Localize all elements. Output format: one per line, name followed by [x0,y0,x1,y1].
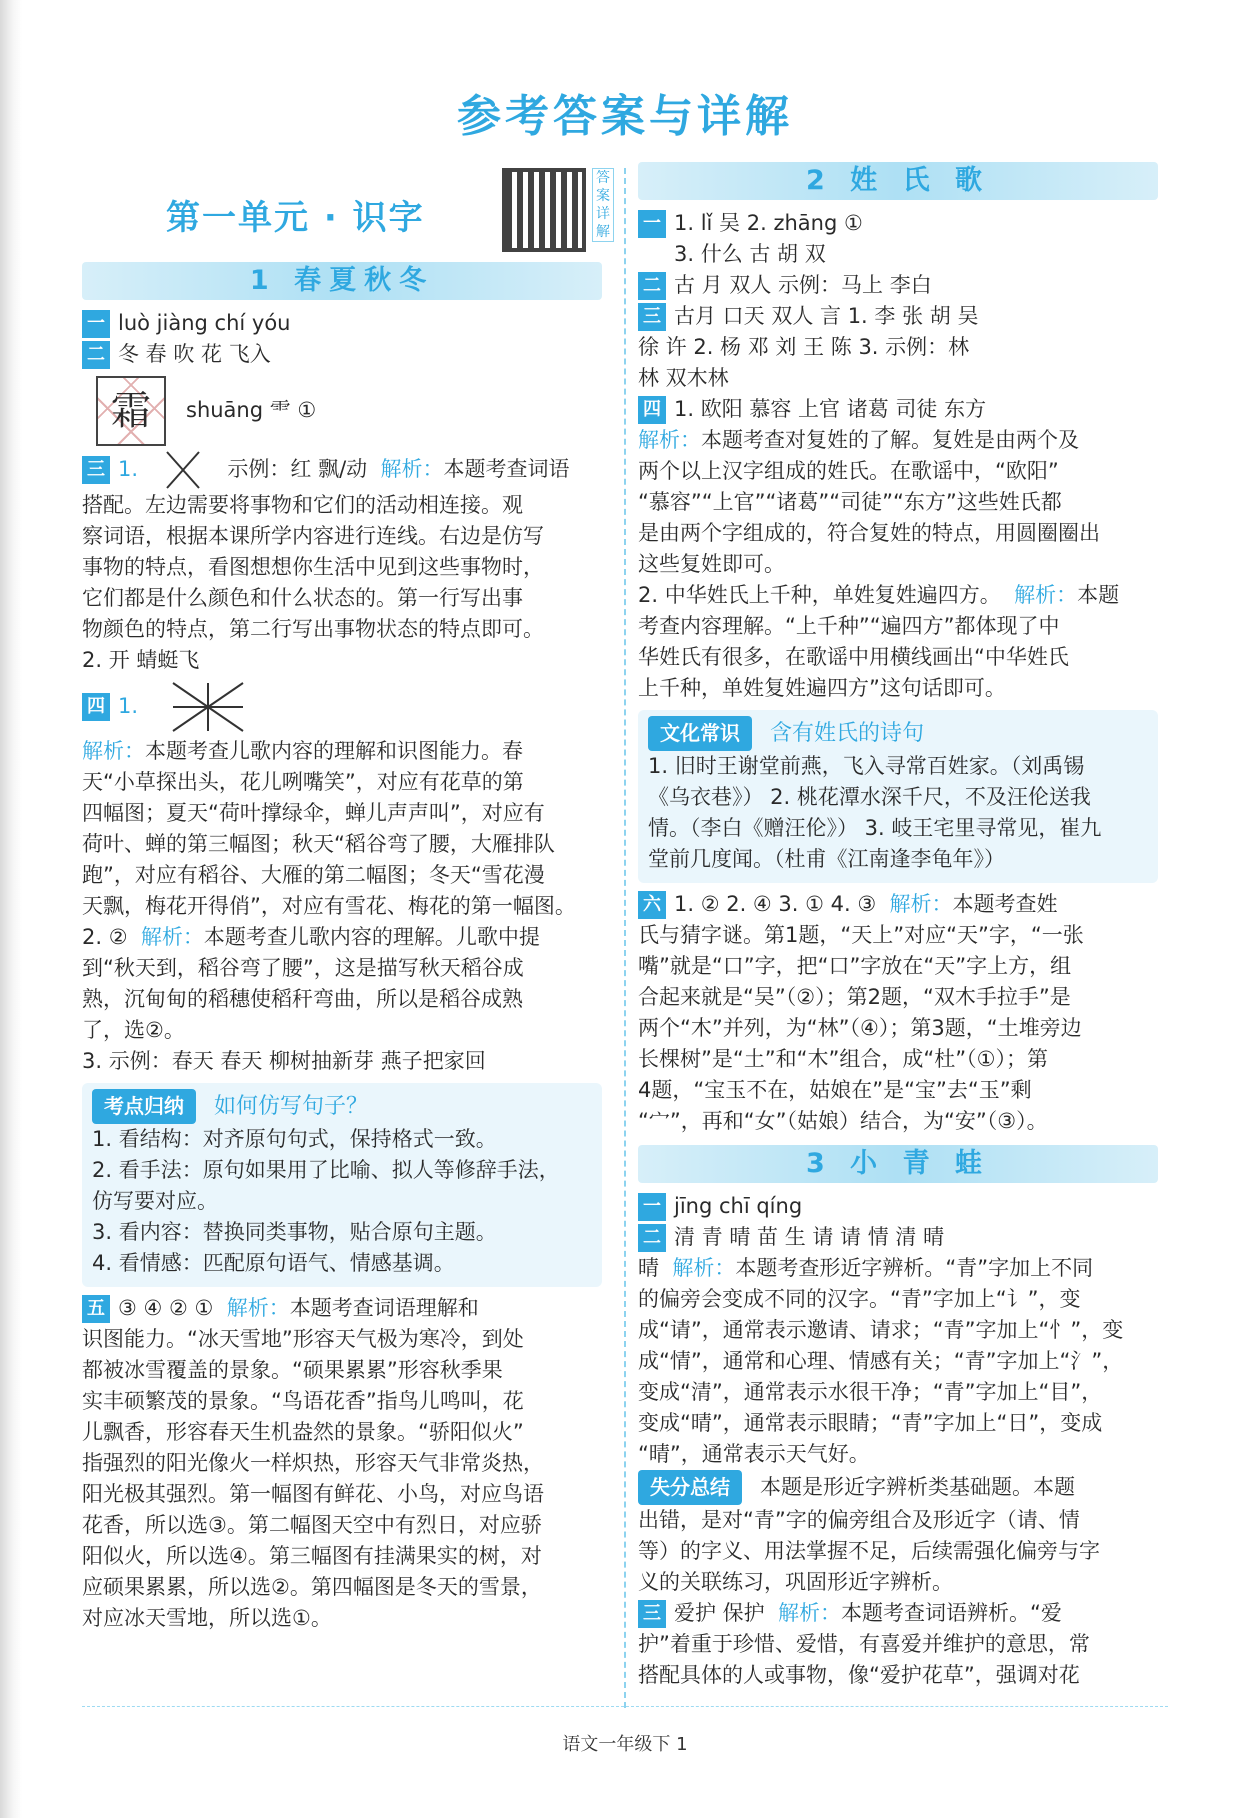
g-answer: 爱护 保护 [674,1601,765,1625]
s5-w9: 阳似火，所以选④。第三幅图有挂满果实的树，对 [82,1544,542,1568]
r1: 1. lǐ 吴 2. zhāng ① [674,211,863,235]
r12: 这些复姓即可。 [638,552,785,576]
e9: “晴”，通常表示天气好。 [638,1442,870,1466]
key-points-box [82,1083,602,1287]
s5-w1: 本题考查词语理解和 [289,1296,479,1320]
g1: 本题考查词语辨析。“爱 [841,1601,1062,1625]
e2: 清 青 晴 苗 生 请 请 情 清 晴 [674,1225,945,1249]
r13b: 本题 [1077,583,1120,607]
f4: 义的关联练习，巩固形近字辨析。 [638,1570,953,1594]
r3-badge-two: 二 [638,1224,666,1252]
key-points-subtitle: 如何仿写句子？ [214,1094,369,1119]
section-badge-two: 二 [82,341,110,369]
r-badge-two: 二 [638,272,666,300]
r-badge-one: 一 [638,210,666,238]
connect-lines-icon [163,679,253,735]
s4-a6: 天飘，梅花开得俏”，对应有雪花、梅花的第一幅图。 [82,894,576,918]
e3-tag: 解析： [672,1256,736,1280]
d7: 4题，“宝玉不在，姑娘在”是“宝”去“玉”剩 [638,1078,1032,1102]
page-footer: 语文一年级下 1 [562,1734,688,1755]
lesson-3-title: 3 小 青 蛙 [638,1145,1158,1183]
r2: 3. 什么 古 胡 双 [674,242,826,266]
lesson-2-title: 2 姓 氏 歌 [638,162,1158,200]
qr-code-icon[interactable] [502,168,586,252]
d-answer: 1. ② 2. ④ 3. ① 4. ③ [674,892,877,916]
s4-b-tag: 解析： [140,925,204,949]
s4-b1: 本题考查儿歌内容的理解。儿歌中提 [203,925,540,949]
s4-num: 1. [118,694,139,718]
e7: 变成“清”，通常表示水很干净；“青”字加上“目”， [638,1380,1103,1404]
r8: 本题考查对复姓的了解。复姓是由两个及 [701,428,1079,452]
shuang-answer: shuāng ⻗ ① [186,398,317,422]
r6: 林 双木林 [638,366,729,390]
s3-p2: 察词语，根据本课所学内容进行连线。右边是仿写 [82,524,544,548]
s5-w5: 儿飘香，形容春天生机盎然的景象。“骄阳似火” [82,1420,524,1444]
r11: 是由两个字组成的，符合复姓的特点，用圆圈圈出 [638,521,1100,545]
s5-w4: 实丰硕繁茂的景象。“鸟语花香”指鸟儿鸣叫，花 [82,1389,524,1413]
r5: 徐 许 2. 杨 邓 刘 王 陈 3. 示例：林 [638,335,970,359]
r8-tag: 解析： [638,428,701,452]
s4-a3: 四幅图；夏天“荷叶撑绿伞，蝉儿声声叫”，对应有 [82,801,545,825]
s4-b3: 熟，沉甸甸的稻穗使稻秆弯曲，所以是稻谷成熟 [82,987,523,1011]
page-fold-shadow [0,0,22,1818]
l2-answer: 冬 春 吹 花 飞入 [118,342,271,366]
key-point-1: 1. 看结构：对齐原句句式，保持格式一致。 [92,1127,497,1151]
g2: 护”着重于珍惜、爱惜，有喜爱并维护的意思，常 [638,1632,1090,1656]
tianzige-character: 霜 [96,376,166,446]
key-points-tag: 考点归纳 [92,1089,196,1124]
s3-num: 1. [118,457,139,481]
r7: 1. 欧阳 慕容 上官 诸葛 司徒 东方 [674,397,987,421]
r10: “慕容”“上官”“诸葛”“司徒”“东方”这些姓氏都 [638,490,1062,514]
g3: 搭配具体的人或事物，像“爱护花草”，强调对花 [638,1663,1080,1687]
d5: 两个“木”并列，为“林”（④）；第3题，“土堆旁边 [638,1016,1082,1040]
section-badge-three: 三 [82,456,110,484]
s4-b-num: 2. ② [82,925,128,949]
s5-w2: 识图能力。“冰天雪地”形容天气极为寒冷，到处 [82,1327,524,1351]
lesson-1-title: 1 春夏秋冬 [82,262,602,300]
s3-example: 示例：红 飘/动 [227,457,368,481]
s3-p1: 搭配。左边需要将事物和它们的活动相连接。观 [82,493,523,517]
section-badge-five: 五 [82,1295,110,1323]
d4: 合起来就是“吴”（②）；第2题，“双木手拉手”是 [638,985,1071,1009]
s3-p4: 它们都是什么颜色和什么状态的。第一行写出事 [82,586,523,610]
r-badge-six: 六 [638,891,666,919]
culture-subtitle: 含有姓氏的诗句 [770,721,925,746]
key-point-3: 3. 看内容：替换同类事物，贴合原句主题。 [92,1220,497,1244]
s4-analysis-tag: 解析： [82,739,145,763]
e8: 变成“晴”，通常表示眼睛；“青”字加上“日”，变成 [638,1411,1103,1435]
e3a: 晴 [638,1256,659,1280]
s4-a1: 本题考查儿歌内容的理解和识图能力。春 [145,739,523,763]
e3: 本题考查形近字辨析。“青”字加上不同 [735,1256,1094,1280]
s5-w3: 都被冰雪覆盖的景象。“硕果累累”形容秋季果 [82,1358,503,1382]
section-badge-four: 四 [82,693,110,721]
unit-title: 第一单元 · 识字 [166,198,425,238]
s5-tag: 解析： [226,1296,290,1320]
s4-a5: 跑”，对应有稻谷、大雁的第二幅图；冬天“雪花漫 [82,863,545,887]
e4: 的偏旁会变成不同的汉字。“青”字加上“讠”，变 [638,1287,1081,1311]
s5-w11: 对应冰天雪地，所以选①。 [82,1606,332,1630]
s4-b2: 到“秋天到，稻谷弯了腰”，这是描写秋天稻谷成 [82,956,524,980]
s5-w8: 花香，所以选③。第二幅图天空中有烈日，对应骄 [82,1513,542,1537]
d8: “宀”，再和“女”（姑娘）结合，为“安”（③）。 [638,1109,1048,1133]
s4-a2: 天“小草探出头，花儿咧嘴笑”，对应有花草的第 [82,770,524,794]
s5-w7: 阳光极其强烈。第一幅图有鲜花、小鸟，对应鸟语 [82,1482,544,1506]
d-tag: 解析： [889,892,953,916]
r14: 考查内容理解。“上千种”“遍四方”都体现了中 [638,614,1060,638]
s4-c1: 3. 示例：春天 春天 柳树抽新芽 燕子把家回 [82,1049,486,1073]
unit-header [82,162,610,254]
f3: 等）的字义、用法掌握不足，后续需强化偏旁与字 [638,1539,1100,1563]
e5: 成“请”，通常表示邀请、请求；“青”字加上“忄”，变 [638,1318,1124,1342]
s3-q2: 2. 开 蜻蜓飞 [82,648,200,672]
column-divider [624,168,626,1708]
d2: 氏与猜字谜。第1题，“天上”对应“天”字，“一张 [638,923,1084,947]
r-badge-three: 三 [638,303,666,331]
r-badge-four: 四 [638,396,666,424]
key-point-2: 2. 看手法：原句如果用了比喻、拟人等修辞手法， [92,1158,560,1182]
mistake-summary-tag: 失分总结 [638,1470,742,1505]
f1: 本题是形近字辨析类基础题。本题 [760,1475,1075,1499]
s3-p5: 物颜色的特点，第二行写出事物状态的特点即可。 [82,617,544,641]
bottom-divider [82,1706,1168,1707]
s5-answer: ③ ④ ② ① [118,1296,214,1320]
section-badge-one: 一 [82,310,110,338]
s5-w10: 应硕果累累，所以选②。第四幅图是冬天的雪景， [82,1575,542,1599]
r15: 华姓氏有很多，在歌谣中用横线画出“中华姓氏 [638,645,1069,669]
r3-badge-one: 一 [638,1193,666,1221]
r3: 古 月 双人 示例：马上 李白 [674,273,932,297]
d6: 长棵树”是“土”和“木”组合，成“杜”（①）；第 [638,1047,1048,1071]
culture-c3: 情。（李白《赠汪伦》） 3. 岐王宅里寻常见，崔九 [648,816,1102,840]
s4-b4: 了，选②。 [82,1018,185,1042]
r13: 2. 中华姓氏上千种，单姓复姓遍四方。 [638,583,1001,607]
culture-c1: 1. 旧时王谢堂前燕，飞入寻常百姓家。（刘禹锡 [648,754,1085,778]
qr-label: 答案详解 [592,168,614,242]
culture-box [638,710,1158,883]
d3: 嘴”就是“口”字，把“口”字放在“天”字上方，组 [638,954,1072,978]
r16: 上千种，单姓复姓遍四方”这句话即可。 [638,676,1006,700]
g-tag: 解析： [778,1601,842,1625]
d1: 本题考查姓 [952,892,1058,916]
culture-c4: 堂前几度闻。（杜甫《江南逢李龟年》） [648,847,1005,871]
right-column [638,162,1158,1691]
r13-tag: 解析： [1014,583,1078,607]
e1: jīng chī qíng [674,1194,803,1218]
cross-lines-icon [163,450,203,490]
s3-p3: 事物的特点，看图想想你生活中见到这些事物时， [82,555,544,579]
e6: 成“情”，通常和心理、情感有关；“青”字加上“氵”， [638,1349,1124,1373]
key-point-4: 4. 看情感：匹配原句语气、情感基调。 [92,1251,455,1275]
s3-analysis-tag: 解析： [380,457,444,481]
left-column [82,162,610,1634]
key-point-2b: 仿写要对应。 [92,1189,218,1213]
page-title: 参考答案与详解 [457,91,793,142]
s3-analysis-text: 本题考查词语 [443,457,570,481]
s4-a4: 荷叶、蝉的第三幅图；秋天“稻谷弯了腰，大雁排队 [82,832,555,856]
r3-badge-three: 三 [638,1600,666,1628]
s5-w6: 指强烈的阳光像火一样炽热，形容天气非常炎热， [82,1451,544,1475]
r4: 古月 口天 双人 言 1. 李 张 胡 吴 [674,304,979,328]
culture-tag: 文化常识 [648,716,752,751]
f2: 出错，是对“青”字的偏旁组合及形近字（请、情 [638,1508,1080,1532]
culture-c2: 《乌衣巷》） 2. 桃花潭水深千尺，不及汪伦送我 [648,785,1091,809]
l1-answer: luò jiàng chí yóu [118,311,291,335]
r9: 两个以上汉字组成的姓氏。在歌谣中，“欧阳” [638,459,1059,483]
